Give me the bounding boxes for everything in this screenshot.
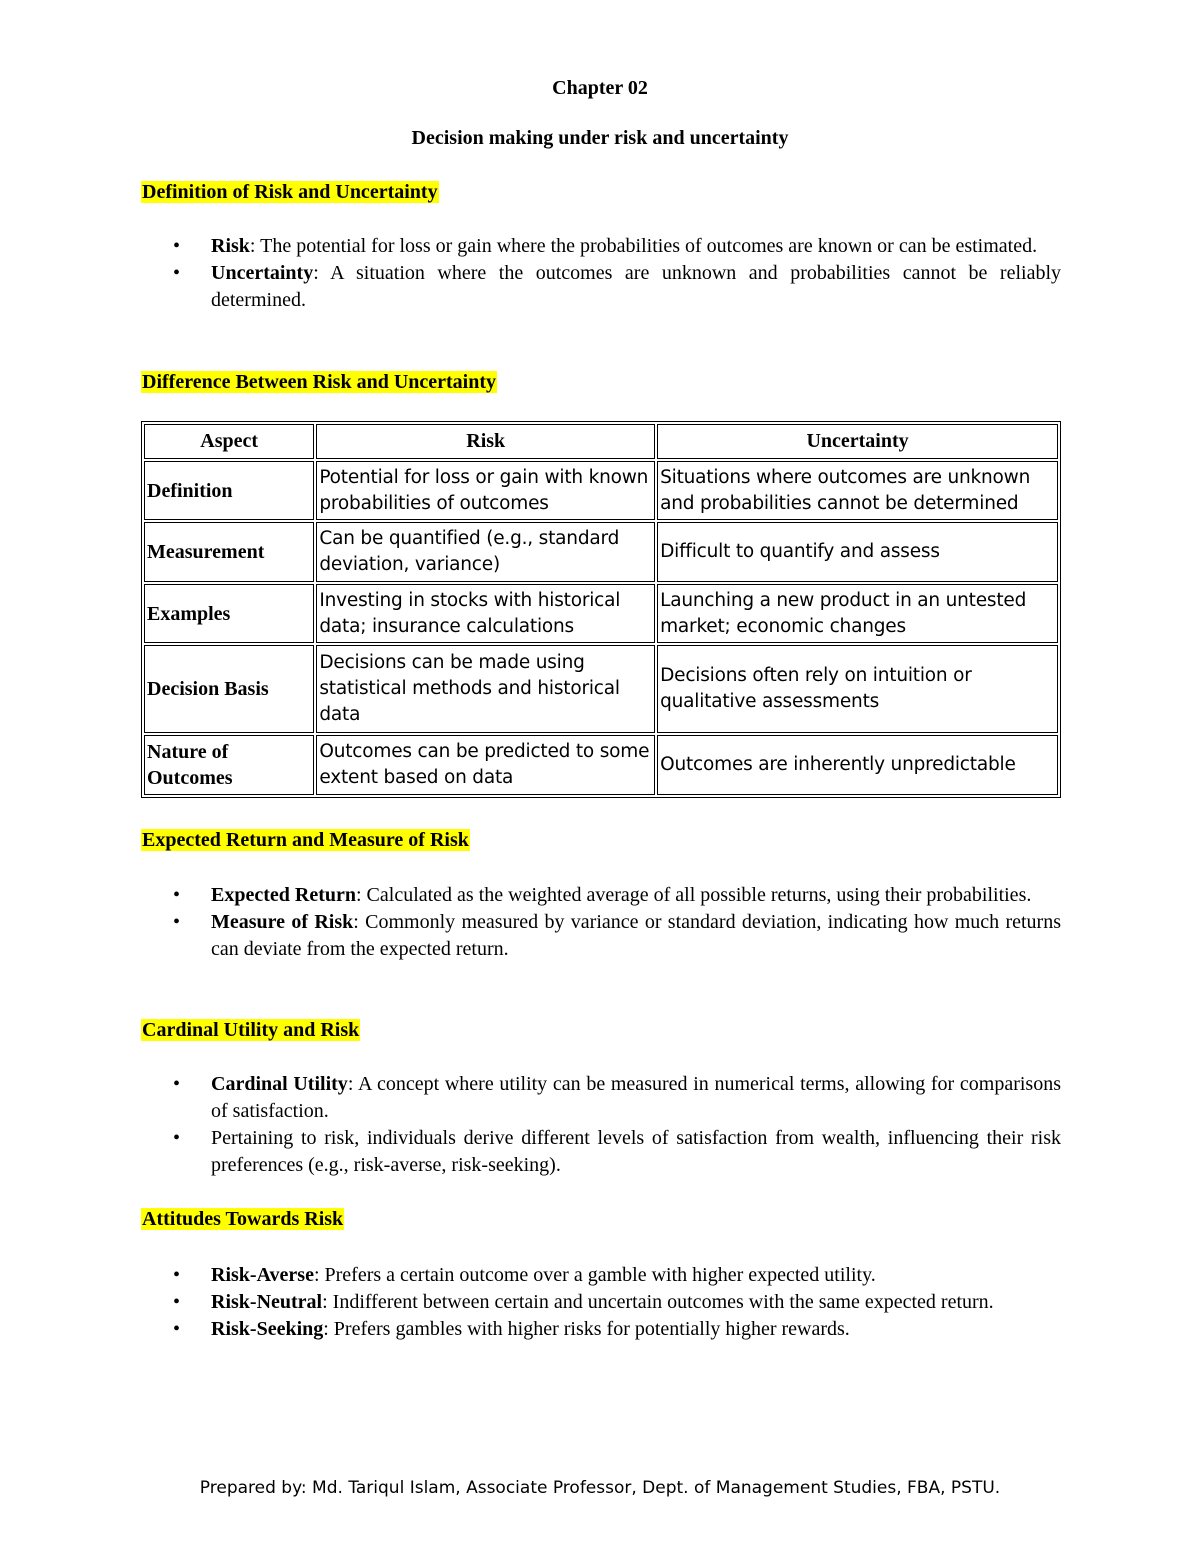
list-item: • Risk-Averse: Prefers a certain outcome over a gamble with higher expected utility. xyxy=(141,1262,1061,1289)
table-cell-uncertainty: Decisions often rely on intuition or qualitative assessments xyxy=(657,645,1058,733)
table-cell-uncertainty: Outcomes are inherently unpredictable xyxy=(657,735,1058,795)
bullet-icon: • xyxy=(173,1291,181,1313)
list-item: • Risk-Seeking: Prefers gambles with higher risks for potentially higher rewards. xyxy=(141,1316,1061,1343)
cardinal-utility-list xyxy=(141,1071,1061,1179)
column-header: Risk xyxy=(316,424,655,459)
table-cell-aspect: Definition xyxy=(144,461,314,520)
attitudes-list xyxy=(141,1262,1061,1343)
section-heading-cardinal-utility: Cardinal Utility and Risk xyxy=(142,1019,360,1041)
table-cell-risk: Can be quantified (e.g., standard deviation, variance) xyxy=(316,522,655,581)
table-cell-risk: Outcomes can be predicted to some extent based on data xyxy=(316,735,655,795)
definition-list xyxy=(141,233,1061,314)
table-cell-risk: Investing in stocks with historical data; insurance calculations xyxy=(316,584,655,643)
list-item: • Pertaining to risk, individuals derive different levels of satisfaction from wealth, influencing their risk preferences (e.g., risk-averse, risk-seeking). xyxy=(173,1127,1061,1176)
table-cell-aspect: Measurement xyxy=(144,522,314,581)
table-row xyxy=(144,645,1058,733)
bullet-icon: • xyxy=(173,1264,181,1286)
section-heading-expected-return: Expected Return and Measure of Risk xyxy=(142,829,469,851)
list-item: • Risk: The potential for loss or gain where the probabilities of outcomes are known or can be estimated. xyxy=(141,233,1061,260)
table-cell-risk: Potential for loss or gain with known probabilities of outcomes xyxy=(316,461,655,520)
bullet-icon: • xyxy=(173,1127,181,1149)
table-row xyxy=(144,461,1058,520)
bullet-icon: • xyxy=(173,235,181,257)
bullet-icon: • xyxy=(173,1318,181,1340)
comparison-table xyxy=(141,421,1061,798)
table-cell-risk: Decisions can be made using statistical methods and historical data xyxy=(316,645,655,733)
column-header: Aspect xyxy=(144,424,314,459)
table-header-row xyxy=(144,424,1058,459)
bullet-icon: • xyxy=(173,1073,181,1095)
table-cell-uncertainty: Situations where outcomes are unknown and probabilities cannot be determined xyxy=(657,461,1058,520)
section-heading-difference: Difference Between Risk and Uncertainty xyxy=(142,371,497,393)
list-item: • Risk-Neutral: Indifferent between certain and uncertain outcomes with the same expected return. xyxy=(141,1289,1061,1316)
table-cell-uncertainty: Launching a new product in an untested market; economic changes xyxy=(657,584,1058,643)
table-cell-uncertainty: Difficult to quantify and assess xyxy=(657,522,1058,581)
table-row xyxy=(144,735,1058,795)
table-row xyxy=(144,522,1058,581)
bullet-icon: • xyxy=(173,884,181,906)
table-row xyxy=(144,584,1058,643)
table-cell-aspect: Examples xyxy=(144,584,314,643)
expected-return-list xyxy=(141,882,1061,963)
bullet-icon: • xyxy=(173,262,181,284)
list-item: • Measure of Risk: Commonly measured by variance or standard deviation, indicating how much returns can deviate from the expected return. xyxy=(173,911,1062,960)
chapter-title: Chapter 02 xyxy=(552,77,648,99)
list-item: • Expected Return: Calculated as the weighted average of all possible returns, using their probabilities. xyxy=(141,882,1061,909)
table-cell-aspect: Nature of Outcomes xyxy=(144,735,314,795)
table-cell-aspect: Decision Basis xyxy=(144,645,314,733)
list-item: • Cardinal Utility: A concept where utility can be measured in numerical terms, allowing for comparisons of satisfaction. xyxy=(173,1073,1061,1122)
section-heading-definition: Definition of Risk and Uncertainty xyxy=(142,181,438,203)
section-heading-attitudes: Attitudes Towards Risk xyxy=(142,1208,344,1230)
bullet-icon: • xyxy=(173,911,181,933)
column-header: Uncertainty xyxy=(657,424,1058,459)
document-subtitle: Decision making under risk and uncertainty xyxy=(411,127,789,149)
list-item: • Uncertainty: A situation where the outcomes are unknown and probabilities cannot be reliably determined. xyxy=(173,262,1061,311)
page-footer: Prepared by: Md. Tariqul Islam, Associate Professor, Dept. of Management Studies, FBA, PSTU. xyxy=(199,1478,1001,1498)
